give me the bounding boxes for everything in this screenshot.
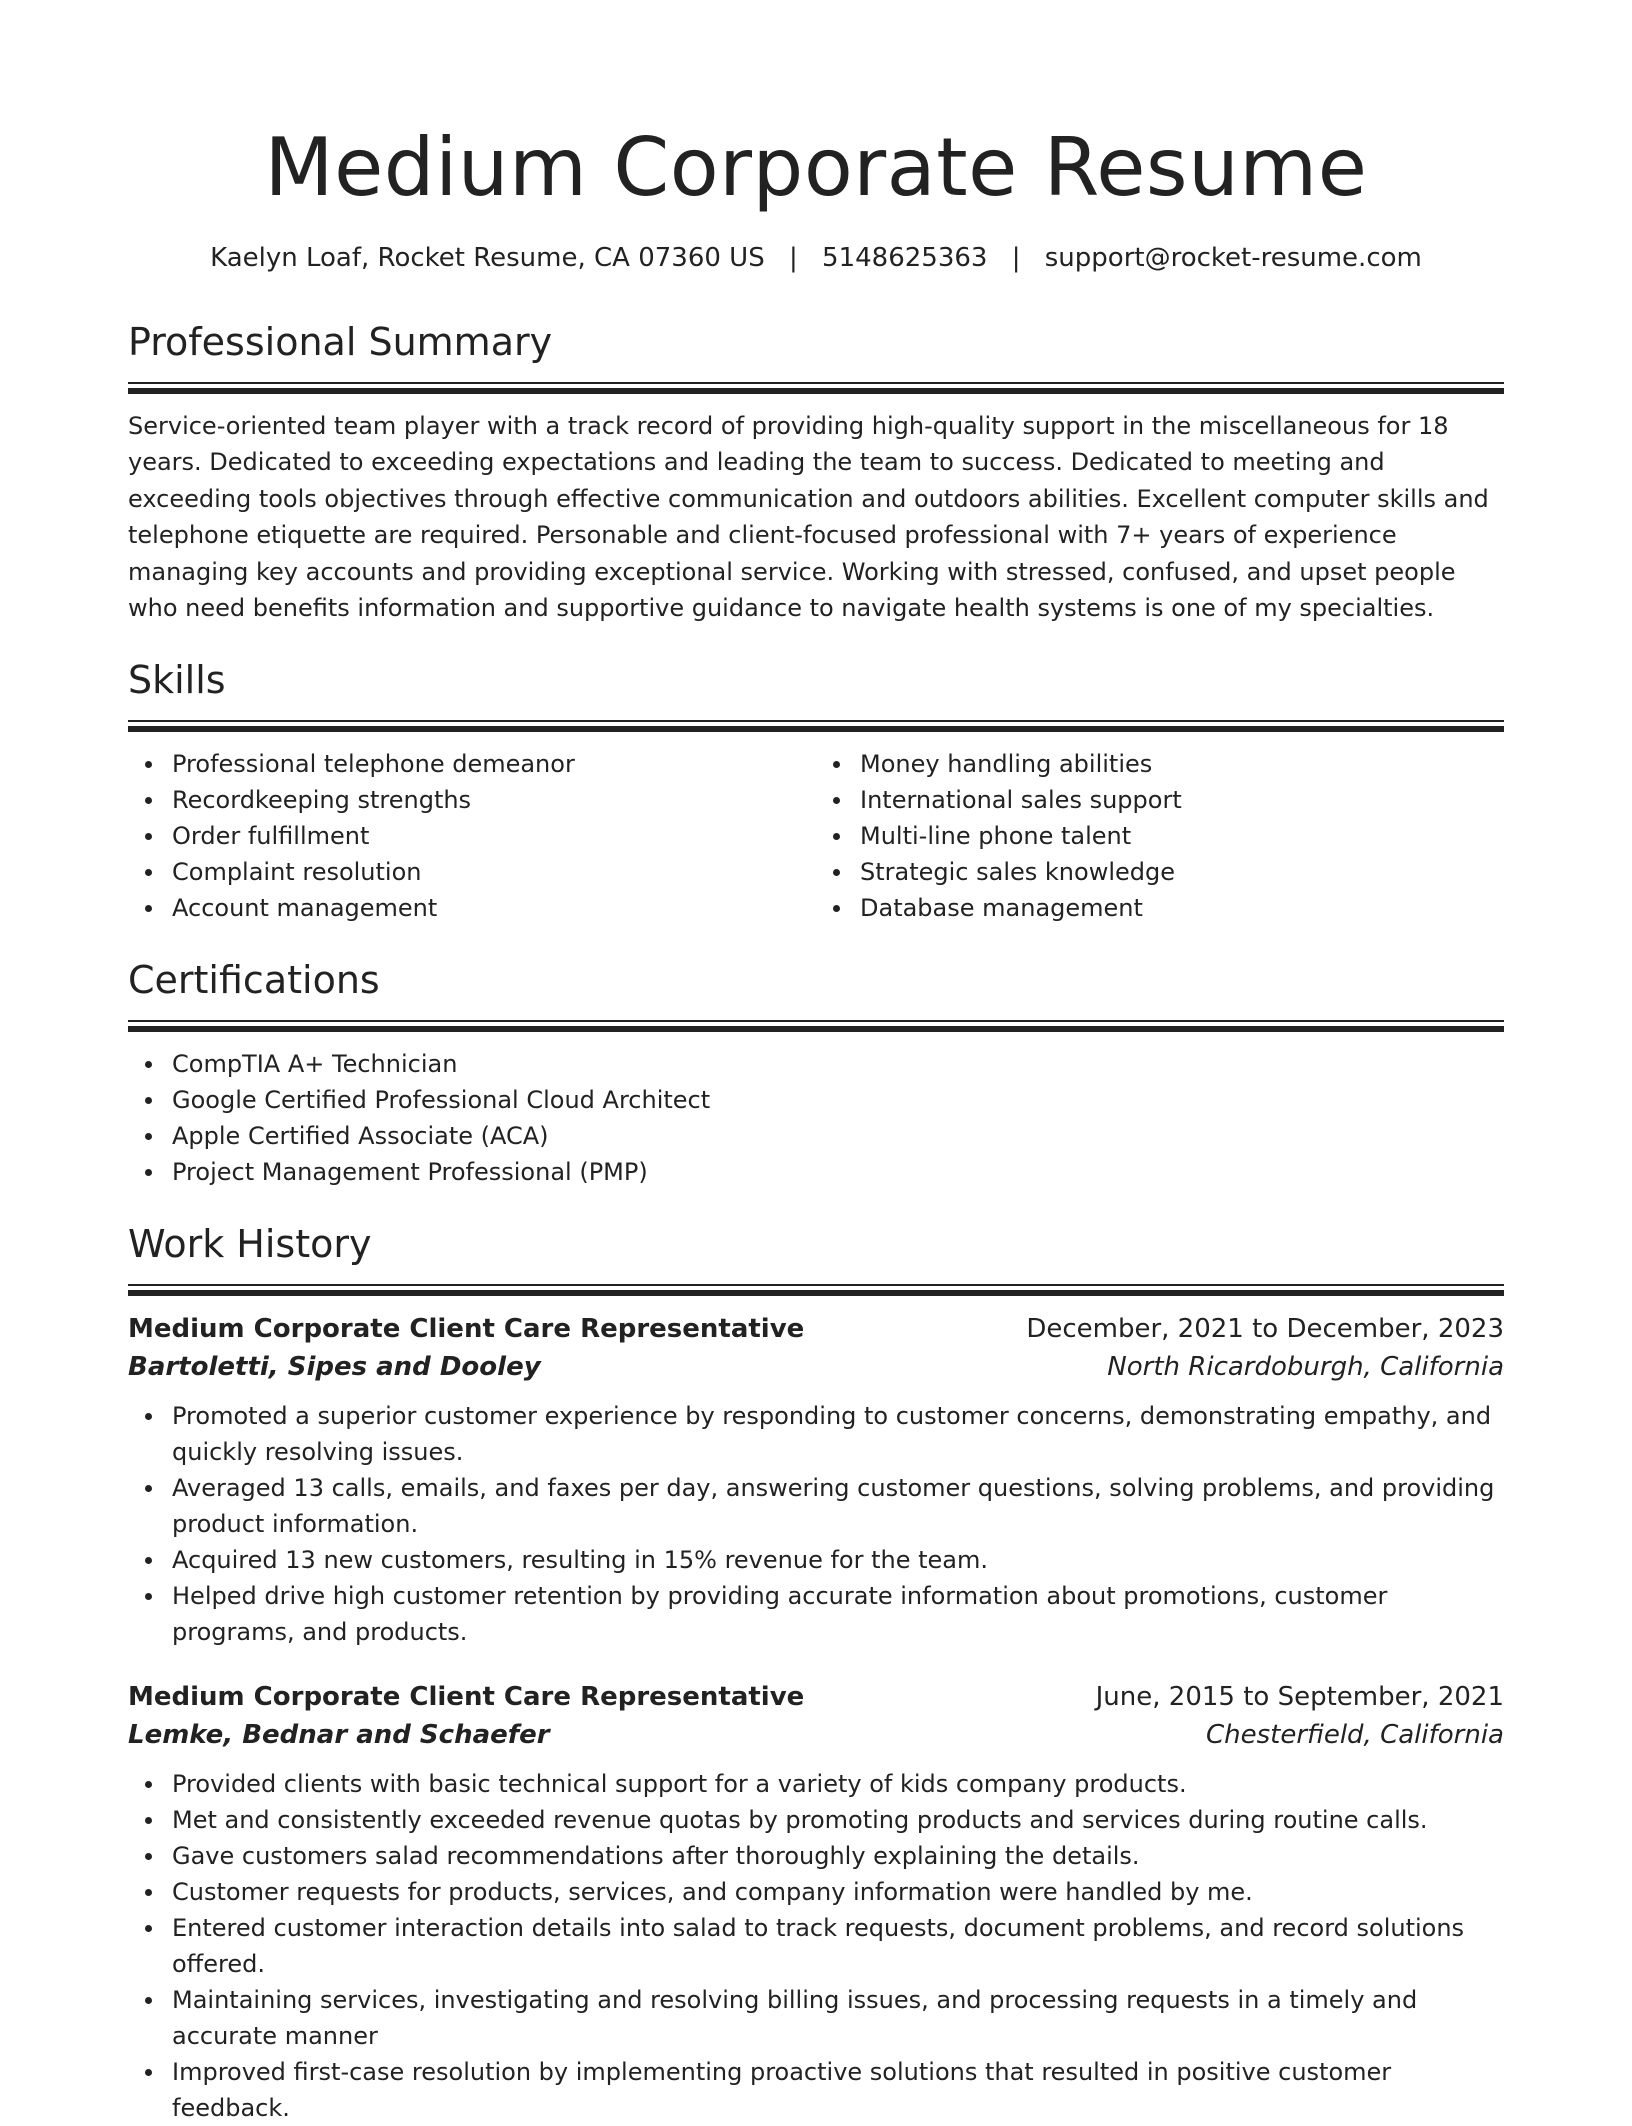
certifications-section: [128, 956, 1504, 1190]
job-title: Medium Corporate Client Care Representative: [128, 1314, 805, 1345]
job-bullet: Entered customer interaction details into salad to track requests, document problems, and record solutions offered.: [128, 1910, 1504, 1982]
job-entry: [128, 1678, 1504, 2126]
job-location: North Ricardoburgh, California: [1107, 1352, 1504, 1383]
skill-item: Complaint resolution: [128, 854, 816, 890]
job-bullet: Maintaining services, investigating and resolving billing issues, and processing requests in a timely and accurate manner: [128, 1982, 1504, 2054]
skills-section: [128, 656, 1504, 926]
skill-item: Money handling abilities: [816, 746, 1504, 782]
resume-title: Medium Corporate Resume: [264, 121, 1368, 214]
certification-item: Apple Certified Associate (ACA): [128, 1118, 1504, 1154]
resume-page: [128, 0, 1504, 2126]
skill-item: Strategic sales knowledge: [816, 854, 1504, 890]
job-entry: [128, 1310, 1504, 1650]
job-bullet: Helped drive high customer retention by providing accurate information about promotions, customer programs, and products.: [128, 1578, 1504, 1650]
job-bullets: [128, 1398, 1504, 1650]
section-heading-certifications: Certifications: [128, 958, 380, 1003]
section-rule-thick: [128, 1026, 1504, 1032]
section-heading-work-history: Work History: [128, 1222, 372, 1267]
job-dates: December, 2021 to December, 2023: [1026, 1314, 1504, 1345]
job-bullet: Gave customers salad recommendations after thoroughly explaining the details.: [128, 1838, 1504, 1874]
job-location: Chesterfield, California: [1205, 1720, 1504, 1751]
job-header: [128, 1678, 1504, 1716]
contact-address: Kaelyn Loaf, Rocket Resume, CA 07360 US: [210, 243, 765, 273]
skills-column-right: [816, 746, 1504, 926]
section-rule-thick: [128, 388, 1504, 394]
contact-separator: |: [789, 243, 798, 273]
skill-item: Multi-line phone talent: [816, 818, 1504, 854]
job-title: Medium Corporate Client Care Representative: [128, 1682, 805, 1713]
section-heading-skills: Skills: [128, 658, 226, 703]
work-history-section: [128, 1220, 1504, 2126]
job-bullet: Improved first-case resolution by implementing proactive solutions that resulted in positive customer feedback.: [128, 2054, 1504, 2126]
section-rule: [128, 1284, 1504, 1286]
certification-item: CompTIA A+ Technician: [128, 1046, 1504, 1082]
job-bullet: Met and consistently exceeded revenue quotas by promoting products and services during routine calls.: [128, 1802, 1504, 1838]
section-rule: [128, 382, 1504, 384]
contact-phone: 5148625363: [822, 243, 988, 273]
certification-item: Google Certified Professional Cloud Architect: [128, 1082, 1504, 1118]
job-bullet: Averaged 13 calls, emails, and faxes per day, answering customer questions, solving problems, and providing product information.: [128, 1470, 1504, 1542]
job-bullet: Acquired 13 new customers, resulting in 15% revenue for the team.: [128, 1542, 1504, 1578]
skill-item: International sales support: [816, 782, 1504, 818]
contact-line: [128, 240, 1504, 276]
job-bullet: Customer requests for products, services, and company information were handled by me.: [128, 1874, 1504, 1910]
job-bullets: [128, 1766, 1504, 2126]
job-company: Lemke, Bednar and Schaefer: [128, 1720, 550, 1751]
section-rule: [128, 720, 1504, 722]
job-bullet: Promoted a superior customer experience by responding to customer concerns, demonstrating empathy, and quickly resolving issues.: [128, 1398, 1504, 1470]
skill-item: Database management: [816, 890, 1504, 926]
skill-item: Order fulfillment: [128, 818, 816, 854]
skill-item: Account management: [128, 890, 816, 926]
skills-column-left: [128, 746, 816, 926]
skill-item: Recordkeeping strengths: [128, 782, 816, 818]
contact-email: support@rocket-resume.com: [1044, 243, 1422, 273]
certification-item: Project Management Professional (PMP): [128, 1154, 1504, 1190]
contact-separator: |: [1011, 243, 1021, 273]
summary-text: Service-oriented team player with a track record of providing high-quality support in the miscellaneous for 18 years. Dedicated to exceeding expectations and leading the team to success. Dedicated to meeting and exceeding tools objectives through effective communication and outdoors abilities. Excellent computer skills and telephone etiquette are required. Personable and client-focused professional with 7+ years of experience managing key accounts and providing exceptional service. Working with stressed, confused, and upset people who need benefits information and supportive guidance to navigate health systems is one of my specialties.: [128, 412, 1489, 623]
skills-grid: [128, 746, 1504, 926]
job-dates: June, 2015 to September, 2021: [1095, 1682, 1504, 1713]
job-company: Bartoletti, Sipes and Dooley: [128, 1352, 541, 1383]
job-subheader: [128, 1716, 1504, 1754]
section-rule-thick: [128, 726, 1504, 732]
section-rule-thick: [128, 1290, 1504, 1296]
summary-section: [128, 318, 1504, 626]
section-rule: [128, 1020, 1504, 1022]
job-bullet: Provided clients with basic technical support for a variety of kids company products.: [128, 1766, 1504, 1802]
job-header: [128, 1310, 1504, 1348]
certifications-list: [128, 1046, 1504, 1190]
section-heading-summary: Professional Summary: [128, 320, 553, 364]
job-subheader: [128, 1348, 1504, 1386]
skill-item: Professional telephone demeanor: [128, 746, 816, 782]
